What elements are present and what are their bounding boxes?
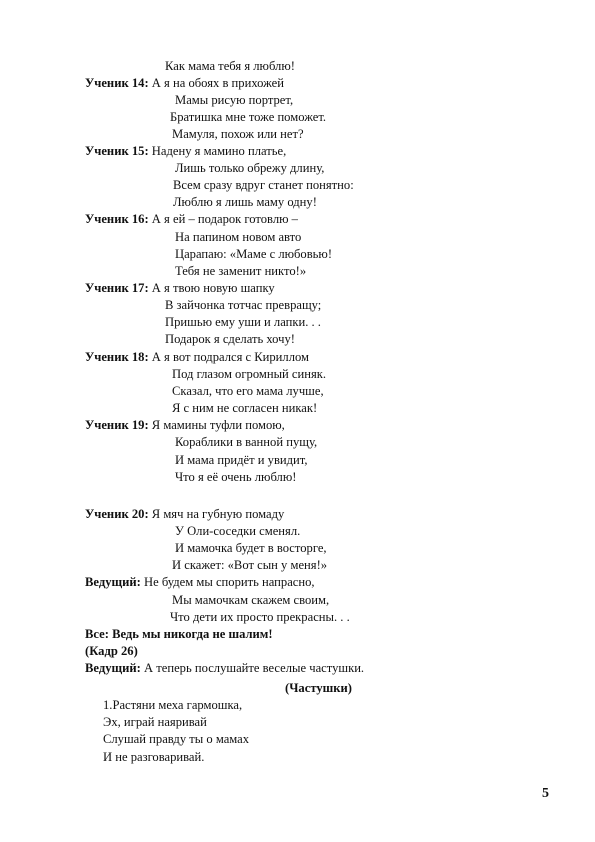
text-line xyxy=(165,297,321,313)
line-text: Что дети их просто прекрасны. . . xyxy=(170,610,350,624)
text-line xyxy=(175,540,327,556)
line-text: Я с ним не согласен никак! xyxy=(172,401,318,415)
text-line xyxy=(85,280,275,296)
text-line xyxy=(170,609,350,625)
line-text: И мамочка будет в восторге, xyxy=(175,541,327,555)
speaker-label: Ученик 18: xyxy=(85,350,149,364)
line-text: А я вот подрался с Кириллом xyxy=(148,350,310,364)
text-line xyxy=(85,143,286,159)
text-line xyxy=(175,263,306,279)
text-line xyxy=(172,383,324,399)
text-line xyxy=(175,92,293,108)
line-text: И мама придёт и увидит, xyxy=(175,453,308,467)
line-text: Тебя не заменит никто!» xyxy=(175,264,307,278)
line-text: Я мамины туфли помою, xyxy=(148,418,285,432)
line-text: На папином новом авто xyxy=(175,230,302,244)
speaker-label: Ученик 19: xyxy=(85,418,149,432)
text-line xyxy=(85,417,285,433)
line-text: Братишка мне тоже поможет. xyxy=(170,110,327,124)
text-line xyxy=(175,229,301,245)
text-line xyxy=(170,109,326,125)
text-line xyxy=(175,160,324,176)
text-line xyxy=(175,246,332,262)
line-text: А теперь послушайте веселые частушки. xyxy=(140,661,365,675)
speaker-label: Ученик 14: xyxy=(85,76,149,90)
speaker-label: Ведущий: xyxy=(85,661,141,675)
speaker-label: Ученик 15: xyxy=(85,144,149,158)
line-text: Мы мамочкам скажем своим, xyxy=(172,593,330,607)
line-text: Царапаю: «Маме с любовью! xyxy=(175,247,333,261)
line-text: Не будем мы спорить напрасно, xyxy=(140,575,315,589)
text-line xyxy=(173,194,317,210)
line-text: Подарок я сделать хочу! xyxy=(165,332,295,346)
speaker-label: Ученик 20: xyxy=(85,507,149,521)
line-text: У Оли-соседки сменял. xyxy=(175,524,301,538)
speaker-label: Ученик 17: xyxy=(85,281,149,295)
line-text: Что я её очень люблю! xyxy=(175,470,297,484)
line-text: Под глазом огромный синяк. xyxy=(172,367,327,381)
text-line xyxy=(175,523,300,539)
text-line xyxy=(285,680,352,696)
line-text: А я ей – подарок готовлю – xyxy=(148,212,298,226)
speaker-label: (Частушки) xyxy=(285,681,352,695)
line-text: Надену я мамино платье, xyxy=(148,144,287,158)
speaker-label: Ведущий: xyxy=(85,575,141,589)
line-text: Сказал, что его мама лучше, xyxy=(172,384,324,398)
text-line xyxy=(85,660,364,676)
text-line xyxy=(85,75,284,91)
text-line xyxy=(175,469,296,485)
text-line xyxy=(85,349,309,365)
text-line xyxy=(103,749,204,765)
line-text: Кораблики в ванной пущу, xyxy=(175,435,318,449)
speaker-label: Все: xyxy=(85,627,109,641)
line-text: Ведь мы никогда не шалим! xyxy=(108,627,273,641)
text-line xyxy=(172,400,317,416)
line-text: Мамуля, похож или нет? xyxy=(172,127,304,141)
text-line xyxy=(103,714,207,730)
line-text: Эх, играй наяривай xyxy=(103,715,207,729)
text-line xyxy=(165,314,321,330)
line-text: Всем сразу вдруг станет понятно: xyxy=(173,178,354,192)
speaker-label: Ученик 16: xyxy=(85,212,149,226)
line-text: Слушай правду ты о мамах xyxy=(103,732,250,746)
line-text: 1.Растяни меха гармошка, xyxy=(103,698,243,712)
text-line xyxy=(175,434,317,450)
line-text: Люблю я лишь маму одну! xyxy=(173,195,317,209)
line-text: Я мяч на губную помаду xyxy=(148,507,285,521)
line-text: Как мама тебя я люблю! xyxy=(165,59,295,73)
line-text: Пришью ему уши и лапки. . . xyxy=(165,315,321,329)
speaker-label: (Кадр 26) xyxy=(85,644,138,658)
text-line xyxy=(103,697,242,713)
text-line xyxy=(85,211,298,227)
text-line xyxy=(172,126,304,142)
text-line xyxy=(172,366,326,382)
line-text: Лишь только обрежу длину, xyxy=(175,161,325,175)
text-line xyxy=(175,452,308,468)
text-line xyxy=(85,574,315,590)
line-text: В зайчонка тотчас превращу; xyxy=(165,298,322,312)
line-text: И не разговаривай. xyxy=(103,750,205,764)
text-line xyxy=(85,506,284,522)
text-line xyxy=(85,626,273,642)
text-line xyxy=(85,643,138,659)
page-number: 5 xyxy=(542,786,549,801)
line-text: И скажет: «Вот сын у меня!» xyxy=(172,558,328,572)
text-line xyxy=(165,58,295,74)
text-line xyxy=(172,557,327,573)
text-line xyxy=(103,731,249,747)
line-text: А я твою новую шапку xyxy=(148,281,275,295)
text-line xyxy=(165,331,295,347)
text-line xyxy=(173,177,354,193)
line-text: Мамы рисую портрет, xyxy=(175,93,294,107)
text-line xyxy=(172,592,329,608)
line-text: А я на обоях в прихожей xyxy=(148,76,284,90)
